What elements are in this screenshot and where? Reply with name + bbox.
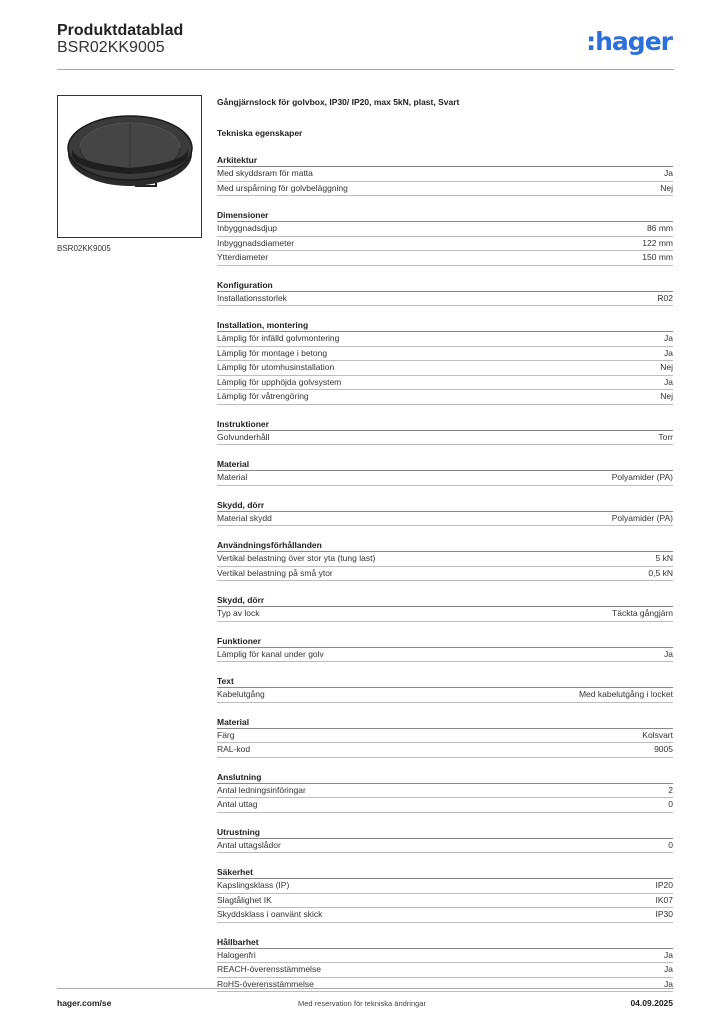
spec-row bbox=[217, 222, 673, 237]
spec-label: Vertikal belastning på små ytor bbox=[217, 567, 333, 578]
spec-label: Lämplig för våtrengöring bbox=[217, 391, 309, 401]
section-title: Arkitektur bbox=[217, 155, 673, 167]
section-title: Material bbox=[217, 459, 673, 471]
spec-section bbox=[217, 636, 673, 663]
spec-value: Ja bbox=[664, 978, 673, 989]
spec-value: R02 bbox=[657, 292, 673, 303]
spec-value: Ja bbox=[664, 168, 673, 178]
page-header bbox=[57, 22, 674, 70]
spec-row bbox=[217, 743, 673, 758]
spec-sections bbox=[217, 155, 673, 992]
spec-section bbox=[217, 155, 673, 196]
spec-value: Ja bbox=[664, 949, 673, 960]
spec-value: Med kabelutgång i locket bbox=[578, 689, 673, 699]
spec-row bbox=[217, 376, 673, 391]
spec-value: Ja bbox=[664, 376, 673, 387]
section-title: Användningsförhållanden bbox=[217, 540, 673, 552]
spec-value: 0 bbox=[668, 799, 673, 809]
section-title: Hållbarhet bbox=[217, 937, 673, 949]
section-title: Text bbox=[217, 676, 673, 688]
spec-label: Lämplig för infälld golvmontering bbox=[217, 333, 340, 343]
spec-section bbox=[217, 772, 673, 813]
section-title: Material bbox=[217, 717, 673, 729]
spec-label: Lämplig för montage i betong bbox=[217, 347, 328, 358]
spec-row bbox=[217, 949, 673, 964]
spec-label: Halogenfri bbox=[217, 949, 256, 960]
spec-section bbox=[217, 676, 673, 703]
spec-label: RAL-kod bbox=[217, 744, 251, 754]
spec-label: Inbyggnadsdjup bbox=[217, 223, 278, 233]
spec-label: Antal uttagslådor bbox=[217, 839, 281, 850]
spec-value: Polyamider (PA) bbox=[611, 512, 673, 523]
spec-label: Ytterdiameter bbox=[217, 252, 269, 262]
section-title: Instruktioner bbox=[217, 419, 673, 431]
section-title: Dimensioner bbox=[217, 210, 673, 222]
spec-section bbox=[217, 595, 673, 622]
spec-value: 0,5 kN bbox=[648, 567, 673, 578]
spec-label: REACH-överensstämmelse bbox=[217, 964, 321, 974]
spec-label: Installationsstorlek bbox=[217, 292, 287, 303]
spec-section bbox=[217, 459, 673, 486]
spec-value: Nej bbox=[660, 362, 673, 372]
spec-row bbox=[217, 182, 673, 197]
spec-value: Ja bbox=[664, 648, 673, 659]
spec-row bbox=[217, 167, 673, 182]
spec-label: Med skyddsram för matta bbox=[217, 168, 313, 178]
spec-value: 122 mm bbox=[642, 237, 673, 248]
spec-row bbox=[217, 552, 673, 567]
spec-row bbox=[217, 963, 673, 978]
spec-value: 5 kN bbox=[655, 553, 673, 563]
spec-row bbox=[217, 879, 673, 894]
section-title: Installation, montering bbox=[217, 320, 673, 332]
spec-value: IP20 bbox=[655, 880, 673, 890]
spec-value: Täckta gångjärn bbox=[612, 608, 673, 618]
document-title: Produktdatablad bbox=[57, 22, 184, 39]
spec-section bbox=[217, 717, 673, 758]
spec-label: Lämplig för kanal under golv bbox=[217, 648, 324, 659]
spec-row bbox=[217, 839, 673, 854]
spec-label: RoHS-överensstämmelse bbox=[217, 978, 314, 989]
spec-label: Golvunderhåll bbox=[217, 431, 270, 442]
spec-value: IP30 bbox=[655, 909, 673, 919]
spec-row bbox=[217, 512, 673, 527]
spec-label: Färg bbox=[217, 729, 235, 740]
spec-value: 9005 bbox=[654, 744, 673, 754]
product-code: BSR02KK9005 bbox=[57, 39, 165, 56]
spec-label: Inbyggnadsdiameter bbox=[217, 237, 295, 248]
spec-label: Kapslingsklass (IP) bbox=[217, 880, 290, 890]
spec-label: Material skydd bbox=[217, 512, 272, 523]
product-image bbox=[57, 95, 202, 238]
spec-row bbox=[217, 729, 673, 744]
section-title: Anslutning bbox=[217, 772, 673, 784]
spec-section bbox=[217, 210, 673, 266]
spec-value: 2 bbox=[668, 784, 673, 795]
spec-label: Med urspårning för golvbeläggning bbox=[217, 182, 348, 193]
spec-value: 86 mm bbox=[647, 223, 673, 233]
header-divider bbox=[57, 69, 674, 70]
spec-section bbox=[217, 937, 673, 993]
spec-section bbox=[217, 280, 673, 307]
footer-note: Med reservation för tekniska ändringar bbox=[298, 999, 426, 1008]
spec-label: Vertikal belastning över stor yta (tung last) bbox=[217, 553, 376, 563]
spec-row bbox=[217, 292, 673, 307]
spec-section bbox=[217, 827, 673, 854]
spec-label: Lämplig för utomhusinstallation bbox=[217, 362, 335, 372]
section-title: Utrustning bbox=[217, 827, 673, 839]
spec-label: Antal uttag bbox=[217, 799, 258, 809]
spec-row bbox=[217, 471, 673, 486]
spec-value: Ja bbox=[664, 333, 673, 343]
floor-box-lid-icon bbox=[58, 96, 201, 237]
spec-row bbox=[217, 567, 673, 582]
spec-row bbox=[217, 688, 673, 703]
spec-label: Slagtålighet IK bbox=[217, 894, 272, 905]
spec-section bbox=[217, 500, 673, 527]
section-title: Konfiguration bbox=[217, 280, 673, 292]
spec-row bbox=[217, 237, 673, 252]
spec-label: Kabelutgång bbox=[217, 689, 265, 699]
spec-content bbox=[217, 96, 673, 992]
spec-section bbox=[217, 419, 673, 446]
spec-label: Material bbox=[217, 472, 248, 482]
spec-row bbox=[217, 607, 673, 622]
spec-row bbox=[217, 978, 673, 993]
spec-row bbox=[217, 894, 673, 909]
product-description: Gångjärnslock för golvbox, IP30/ IP20, max 5kN, plast, Svart bbox=[217, 97, 460, 107]
footer-date: 04.09.2025 bbox=[630, 998, 673, 1008]
spec-row bbox=[217, 390, 673, 405]
spec-row bbox=[217, 908, 673, 923]
spec-value: Ja bbox=[664, 347, 673, 358]
spec-value: Kolsvart bbox=[642, 729, 673, 740]
spec-label: Lämplig för upphöjda golvsystem bbox=[217, 376, 342, 387]
footer-divider bbox=[57, 988, 674, 989]
spec-label: Typ av lock bbox=[217, 608, 260, 618]
spec-section bbox=[217, 540, 673, 581]
spec-value: IK07 bbox=[655, 894, 673, 905]
image-caption: BSR02KK9005 bbox=[57, 244, 111, 253]
spec-row bbox=[217, 361, 673, 376]
section-title: Skydd, dörr bbox=[217, 500, 673, 512]
spec-row bbox=[217, 784, 673, 799]
spec-section bbox=[217, 320, 673, 405]
spec-value: Torr bbox=[658, 431, 673, 442]
section-title: Skydd, dörr bbox=[217, 595, 673, 607]
spec-section bbox=[217, 867, 673, 923]
spec-value: Nej bbox=[660, 391, 673, 401]
section-title: Säkerhet bbox=[217, 867, 673, 879]
section-title: Funktioner bbox=[217, 636, 673, 648]
properties-heading: Tekniska egenskaper bbox=[217, 128, 303, 138]
spec-row bbox=[217, 648, 673, 663]
spec-value: Nej bbox=[660, 182, 673, 193]
spec-label: Skyddsklass i oanvänt skick bbox=[217, 909, 323, 919]
spec-row bbox=[217, 347, 673, 362]
spec-value: Polyamider (PA) bbox=[611, 472, 673, 482]
spec-row bbox=[217, 431, 673, 446]
spec-value: Ja bbox=[664, 964, 673, 974]
spec-row bbox=[217, 251, 673, 266]
spec-row bbox=[217, 798, 673, 813]
spec-value: 150 mm bbox=[642, 252, 673, 262]
spec-row bbox=[217, 332, 673, 347]
website-link[interactable]: hager.com/se bbox=[57, 998, 112, 1008]
spec-value: 0 bbox=[668, 839, 673, 850]
hager-logo[interactable]: :hager bbox=[586, 27, 672, 56]
spec-label: Antal ledningsinföringar bbox=[217, 784, 306, 795]
